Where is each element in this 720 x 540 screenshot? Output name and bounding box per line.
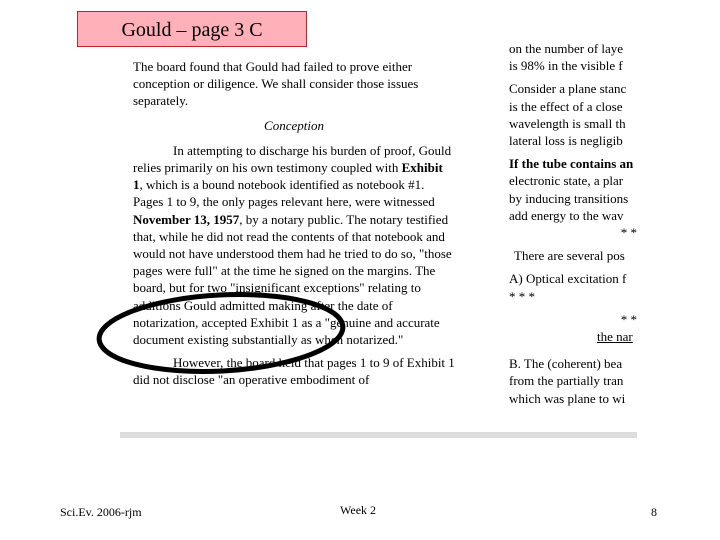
notebook-line: the nar [597, 329, 633, 345]
notebook-line: B. The (coherent) bea [509, 356, 623, 372]
section-heading-conception: Conception [264, 117, 324, 133]
slide-title: Gould – page 3 C [77, 11, 307, 47]
notebook-line: wavelength is small th [509, 115, 626, 131]
para1-text-b: , which is a bound notebook identified as notebook #1. Pages 1 to 9, the only pages relevant here, were witnessed [133, 177, 435, 210]
intro-paragraph: The board found that Gould had failed to prove either conception or diligence. We shall consider those issues separately. [133, 59, 419, 109]
notebook-line: add energy to the wav [509, 207, 624, 223]
notebook-line: from the partially tran [509, 373, 624, 389]
notebook-line: on the number of laye [509, 41, 624, 56]
notebook-line: * * * [509, 288, 535, 304]
para1-text-a: In attempting to discharge his burden of proof, Gould relies primarily on his own testimony coupled with [133, 142, 452, 176]
however-paragraph: However, the board held that pages 1 to 9 of Exhibit 1 did not disclose "an operative embodiment of [133, 355, 455, 388]
footer-page-number: 8 [651, 505, 657, 519]
notebook-line: electronic state, a plar [509, 173, 624, 189]
para1-text-c: , by a notary public. The notary testified that, while he did not read the contents of that notebook and would not have understood them had he tried to do so, "those pages were full" at the time he signed on the margins. The board, but for two "insignificant exceptions" relating to additions Gould admitted making after the date of notarization, accepted Exhibit 1 as a "genuine and accurate document existing substantially as when notarized." [133, 211, 452, 348]
footer-course: Sci.Ev. 2006-rjm [60, 505, 142, 519]
notebook-line: * * [620, 225, 637, 241]
notebook-line: Consider a plane stanc [509, 81, 627, 97]
footer-week: Week 2 [340, 503, 377, 517]
notebook-line: A) Optical excitation f [509, 271, 627, 287]
notebook-line: * * [620, 311, 637, 327]
exhibit-reference: Exhibit 1 [133, 160, 443, 193]
witness-date: November 13, 1957 [133, 211, 240, 227]
notebook-line: is 98% in the visible f [509, 58, 623, 74]
notebook-line: lateral loss is negligib [509, 133, 623, 149]
notebook-line: by inducing transitions [509, 190, 629, 206]
notebook-line: There are several pos [514, 248, 625, 264]
notebook-line: is the effect of a close [509, 98, 623, 114]
notebook-line: If the tube contains an [509, 156, 634, 172]
notebook-line: which was plane to wi [509, 390, 626, 406]
